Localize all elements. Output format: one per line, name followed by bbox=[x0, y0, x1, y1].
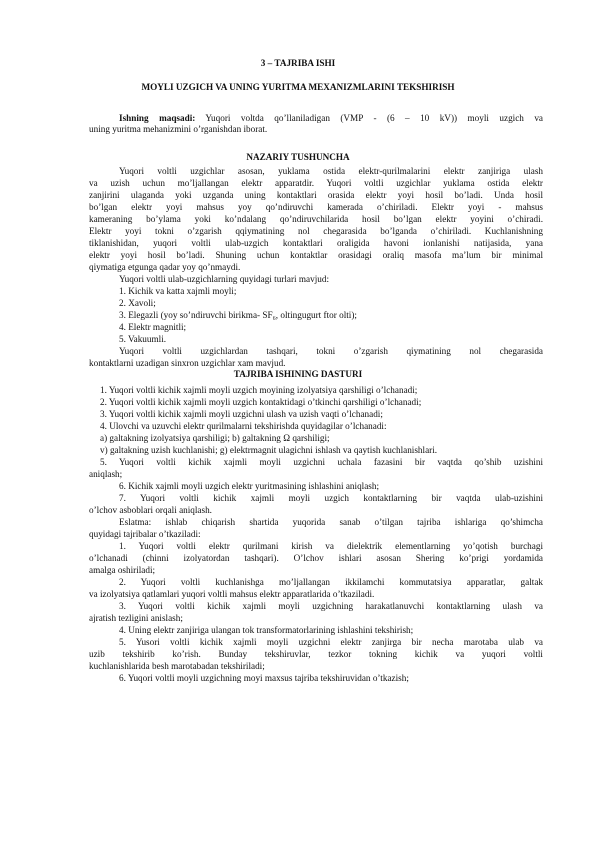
theory-line: qiymatiga etgunga qadar yoy qo’nmaydi. bbox=[89, 262, 241, 272]
program-subitem: a) galtakning izolyatsiya qarshiligi; b) galtakning Ω qarshiligi; bbox=[100, 433, 330, 443]
theory-line: elektr yoyi hosil bo’ladi. Shuning uchun kontaktlar orasidagi oraliq masofa ma’lum bir minimal bbox=[89, 250, 543, 260]
aim-text-1: Yuqori voltda qo’llaniladigan (VMP - (6 – 10 kV)) moyli uzgich va bbox=[195, 113, 544, 123]
note-line: 4. Uning elektr zanjiriga ulangan tok transformatorlarining ishlashini tekshirish; bbox=[119, 625, 414, 635]
program-item: 2. Yuqori voltli kichik xajmli moyli uzgich kontaktidagi o’tkinchi qarshiligi o’lchanadi; bbox=[100, 397, 422, 407]
program-item: 4. Ulovchi va uzuvchi elektr qurilmalarni tekshirishda quyidagilar o’lchanadi: bbox=[100, 421, 387, 431]
note-line: kuchlanishlarida besh marotabadan tekshiriladi; bbox=[89, 661, 265, 671]
program-item-cont: o’lchov asboblari orqali aniqlash. bbox=[89, 505, 212, 515]
note-line: Eslatma: ishlab chiqarish shartida yuqorida sanab o’tilgan tajriba ishlariga qo’shimcha bbox=[119, 517, 543, 527]
theory-line: zanjirini ulaganda yoki uzganda uning kontaktlari orasida elektr yoyi hosil bo’ladi. Unda hosil bbox=[89, 190, 543, 200]
aim-line-1 bbox=[119, 113, 543, 124]
theory-heading: NAZARIY TUSHUNCHA bbox=[246, 152, 350, 162]
program-item-cont: aniqlash; bbox=[89, 469, 123, 479]
note-line: 3. Yuqori voltli kichik xajmli moyli uzgichning harakatlanuvchi kontaktlarning ulash va bbox=[119, 601, 543, 611]
note-line: amalga oshiriladi; bbox=[89, 565, 156, 575]
program-item: 3. Yuqori voltli kichik xajmli moyli uzgichni ulash va uzish vaqti o’lchanadi; bbox=[100, 409, 383, 419]
theory-line: Elektr yoyi tokni o’zgarish qqiymatining nol chegarasida bo’lganda o’chiriladi. Kuchlanishning bbox=[89, 226, 543, 236]
theory-line: bo’lgan elektr yoyi mahsus yoy qo’ndiruvchi kamerada o’chiriladi. Elektr yoyi - mahsus bbox=[89, 202, 543, 212]
program-item: 1. Yuqori voltli kichik xajmli moyli uzgich moyining izolyatsiya qarshiligi o’lchanadi; bbox=[100, 385, 418, 395]
theory-line: va uzish uchun mo’ljallangan elektr apparatdir. Yuqori voltli uzgichlar yuklama ostida elektr bbox=[89, 178, 543, 188]
lab-title: 3 – TAJRIBA ISHI bbox=[260, 58, 336, 68]
sync-note-line: Yuqori voltli uzgichlardan tashqari, tokni o’zgarish qiymatining nol chegarasida bbox=[119, 346, 543, 356]
theory-line: kameraning bo’ylama yoki ko’ndalang qo’ndiruvchilarida hosil bo’lgan elektr yoyini o’chiradi. bbox=[89, 214, 543, 224]
note-line: 5. Yusori voltli kichik xajmli moyli uzgichni elektr zanjirga bir necha marotaba ulab va bbox=[119, 637, 543, 647]
lab-subtitle: MOYLI UZGICH VA UNING YURITMA MEXANIZMLARINI TEKSHIRISH bbox=[141, 82, 455, 92]
program-item: 5. Yuqori voltli kichik xajmli moyli uzgichni uchala fazasini bir vaqtda qo’shib uzishini bbox=[100, 457, 543, 467]
note-line: va izolyatsiya qatlamlari yuqori voltli mahsus elektr apparatlarida o’tkaziladi. bbox=[89, 589, 375, 599]
aim-line-2: uning yuritma mehanizmini o’rganishdan iborat. bbox=[89, 124, 268, 134]
note-line: quyidagi tajribalar o’tkaziladi: bbox=[89, 529, 201, 539]
types-intro: Yuqori voltli ulab-uzgichlarning quyidagi turlari mavjud: bbox=[119, 274, 329, 284]
types-item: 5. Vakuumli. bbox=[119, 334, 167, 344]
note-line: 1. Yuqori voltli elektr qurilmani kirish va dielektrik elementlarning yo’qotish burchagi bbox=[119, 541, 543, 551]
program-subitem: v) galtakning uzish kuchlanishi; g) elektrmagnit ulagichni ishlash va qaytish kuchlanishlari. bbox=[100, 445, 438, 455]
program-item: 7. Yuqori voltli kichik xajmli moyli uzgich kontaktlarning bir vaqtda ulab-uzishini bbox=[119, 493, 543, 503]
types-item: 1. Kichik va katta xajmli moyli; bbox=[119, 286, 237, 296]
sync-note-line: kontaktlarni uzadigan sinxron uzgichlar xam mavjud. bbox=[89, 358, 286, 368]
theory-line: tiklanishidan, yuqori voltli ulab-uzgich kontaktlari oraligida havoni ionlanishi natijasida, yana bbox=[89, 238, 543, 248]
program-heading: TAJRIBA ISHINING DASTURI bbox=[233, 369, 363, 379]
types-item: 4. Elektr magnitli; bbox=[119, 322, 187, 332]
note-line: 6. Yuqori voltli moyli uzgichning moyi maxsus tajriba tekshiruvidan o’tkazish; bbox=[119, 673, 409, 683]
theory-line: Yuqori voltli uzgichlar asosan, yuklama ostida elektr-qurilmalarini elektr zanjiriga ulash bbox=[119, 166, 543, 176]
note-line: uzib tekshirib ko’rish. Bunday tekshiruvlar, tezkor tokning kichik va yuqori voltli bbox=[89, 649, 543, 659]
types-item: 3. Elegazli (yoy so’ndiruvchi birikma- SF₆, oltingugurt ftor olti); bbox=[119, 310, 357, 320]
note-line: 2. Yuqori voltli kuchlanishga mo’ljallangan ikkilamchi kommutatsiya apparatlar, galtak bbox=[119, 577, 543, 587]
aim-label: Ishning maqsadi: bbox=[119, 113, 196, 123]
note-line: o’lchanadi (chinni izolyatordan tashqari). O’lchov ishlari asosan Shering ko’prigi yordamida bbox=[89, 553, 543, 563]
program-item: 6. Kichik xajmli moyli uzgich elektr yuritmasining ishlashini aniqlash; bbox=[119, 481, 380, 491]
types-item: 2. Xavoli; bbox=[119, 298, 156, 308]
note-line: ajratish tezligini anislash; bbox=[89, 613, 183, 623]
